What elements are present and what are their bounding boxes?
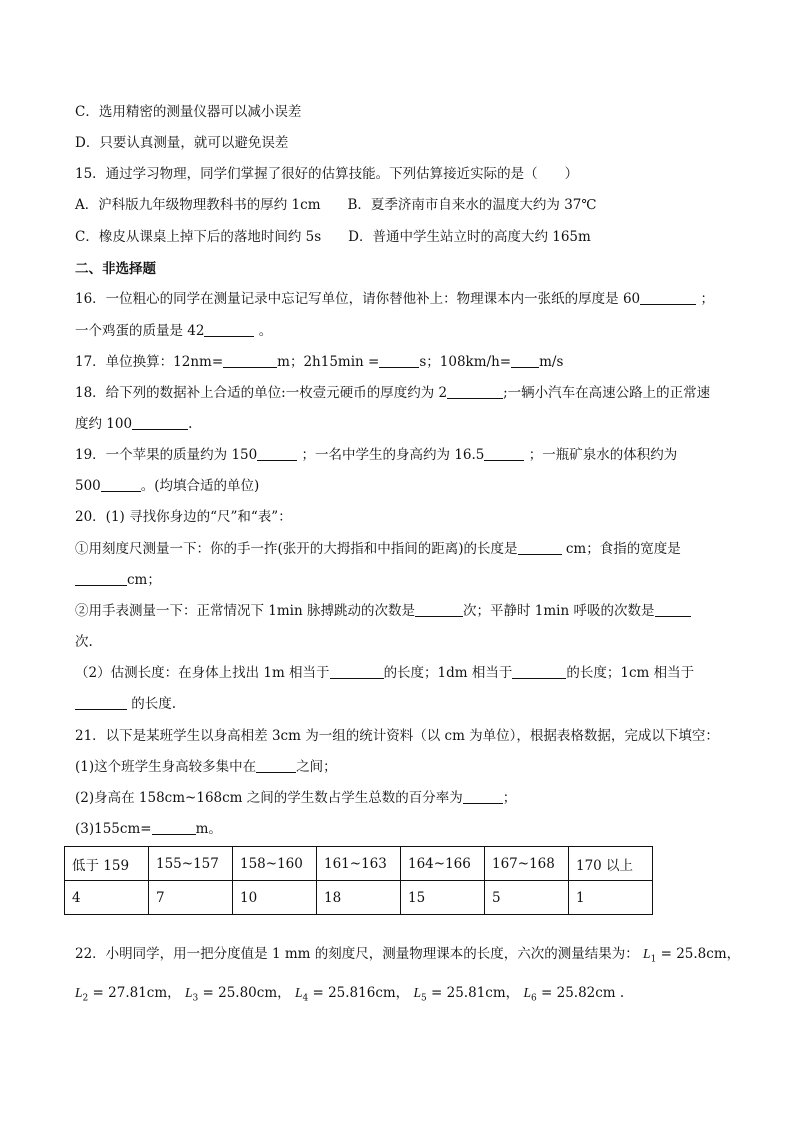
question-20-part3-cont: 的长度. xyxy=(75,695,176,713)
blank xyxy=(518,541,562,555)
question-16-cont: 一个鸡蛋的质量是 42 。 xyxy=(75,323,273,339)
table-cell: 7 xyxy=(149,881,233,915)
question-18-cont: 度约 100 . xyxy=(75,416,193,432)
blank xyxy=(101,478,141,492)
table-header-cell: 低于 159 xyxy=(65,847,149,881)
question-20-part1: ①用刻度尺测量一下：你的手一拃(张开的大拇指和中指间的距离)的长度是 cm；食指的宽度是 xyxy=(75,541,681,557)
question-21-part3: (3)155cm= m。 xyxy=(75,821,222,837)
blank xyxy=(415,603,463,617)
height-statistics-table xyxy=(64,846,653,915)
question-15-options-cd: C．橡皮从课桌上掉下后的落地时间约 5s D．普通中学生站立时的高度大约 165m xyxy=(75,229,591,245)
question-16: 16．一位粗心的同学在测量记录中忘记写单位，请你替他补上：物理课本内一张纸的厚度是 60 ； xyxy=(75,291,714,307)
table-row xyxy=(65,847,653,881)
option-d: D．只要认真测量，就可以避免误差 xyxy=(75,135,289,151)
blank xyxy=(379,354,419,368)
table-cell: 10 xyxy=(233,881,317,915)
section-heading: 二、非选择题 xyxy=(75,261,156,277)
blank xyxy=(152,821,196,835)
table-header-cell: 158~160 xyxy=(233,847,317,881)
question-21-part2: (2)身高在 158cm~168cm 之间的学生数占学生总数的百分率为 ； xyxy=(75,790,517,806)
question-19: 19．一个苹果的质量约为 150 ；一名中学生的身高约为 16.5 ；一瓶矿泉水的体积约为 xyxy=(75,447,678,463)
table-header-cell: 161~163 xyxy=(317,847,401,881)
question-20-part3: （2）估测长度：在身体上找出 1m 相当于 的长度；1dm 相当于 的长度；1cm 相当于 xyxy=(75,665,695,681)
table-cell: 15 xyxy=(401,881,485,915)
question-20-part2: ②用手表测量一下：正常情况下 1min 脉搏跳动的次数是 次；平静时 1min 呼吸的次数是 xyxy=(75,602,691,620)
table-header-cell: 167~168 xyxy=(485,847,569,881)
blank xyxy=(75,696,127,710)
table-row xyxy=(65,881,653,915)
option-c: C．选用精密的测量仪器可以减小误差 xyxy=(75,104,302,120)
question-22: 22．小明同学，用一把分度值是 1 mm 的刻度尺，测量物理课本的长度，六次的测量结果为： $L_1 = 25.8cm$， xyxy=(75,946,741,965)
table-cell: 1 xyxy=(569,881,653,915)
table-cell: 4 xyxy=(65,881,149,915)
question-20-part2-cont: 次. xyxy=(75,634,93,650)
table-header-cell: 164~166 xyxy=(401,847,485,881)
question-18: 18．给下列的数据补上合适的单位:一枚壹元硬币的厚度约为 2 ;一辆小汽车在高速公路上的正常速 xyxy=(75,385,711,401)
question-17: 17．单位换算：12nm= m；2h15min = s；108km/h= m/s xyxy=(75,354,564,370)
blank xyxy=(223,354,277,368)
blank xyxy=(640,291,696,305)
question-21: 21．以下是某班学生以身高相差 3cm 为一组的统计资料（以 cm 为单位），根据表格数据，完成以下填空： xyxy=(75,728,719,744)
blank xyxy=(463,790,503,804)
blank xyxy=(447,385,503,399)
blank xyxy=(75,572,127,586)
question-15: 15．通过学习物理，同学们掌握了很好的估算技能。下列估算接近实际的是（ ） xyxy=(75,166,579,182)
question-22-cont: $L_2 = 27.81cm$， $L_3 = 25.80cm$， $L_4 = 25.816cm$， $L_5 = 25.81cm$， $L_6 = 25.82cm$ . xyxy=(75,985,625,1004)
blank xyxy=(204,323,254,337)
table-cell: 5 xyxy=(485,881,569,915)
question-19-cont: 500 。(均填合适的单位) xyxy=(75,478,260,494)
blank xyxy=(330,665,384,679)
question-21-part1: (1)这个班学生身高较多集中在 之间； xyxy=(75,759,337,775)
table-header-cell: 170 以上 xyxy=(569,847,653,881)
question-20-part1-cont: cm； xyxy=(75,571,161,589)
blank xyxy=(484,447,524,461)
table-cell: 18 xyxy=(317,881,401,915)
blank xyxy=(655,603,691,617)
question-20: 20．(1) 寻找你身边的“尺”和“表”： xyxy=(75,509,292,525)
blank xyxy=(132,416,188,430)
blank xyxy=(257,447,297,461)
blank xyxy=(511,354,539,368)
blank xyxy=(256,759,296,773)
question-15-options-ab: A．沪科版九年级物理教科书的厚约 1cm B．夏季济南市自来水的温度大约为 37℃ xyxy=(75,197,597,213)
blank xyxy=(512,665,566,679)
table-header-cell: 155~157 xyxy=(149,847,233,881)
